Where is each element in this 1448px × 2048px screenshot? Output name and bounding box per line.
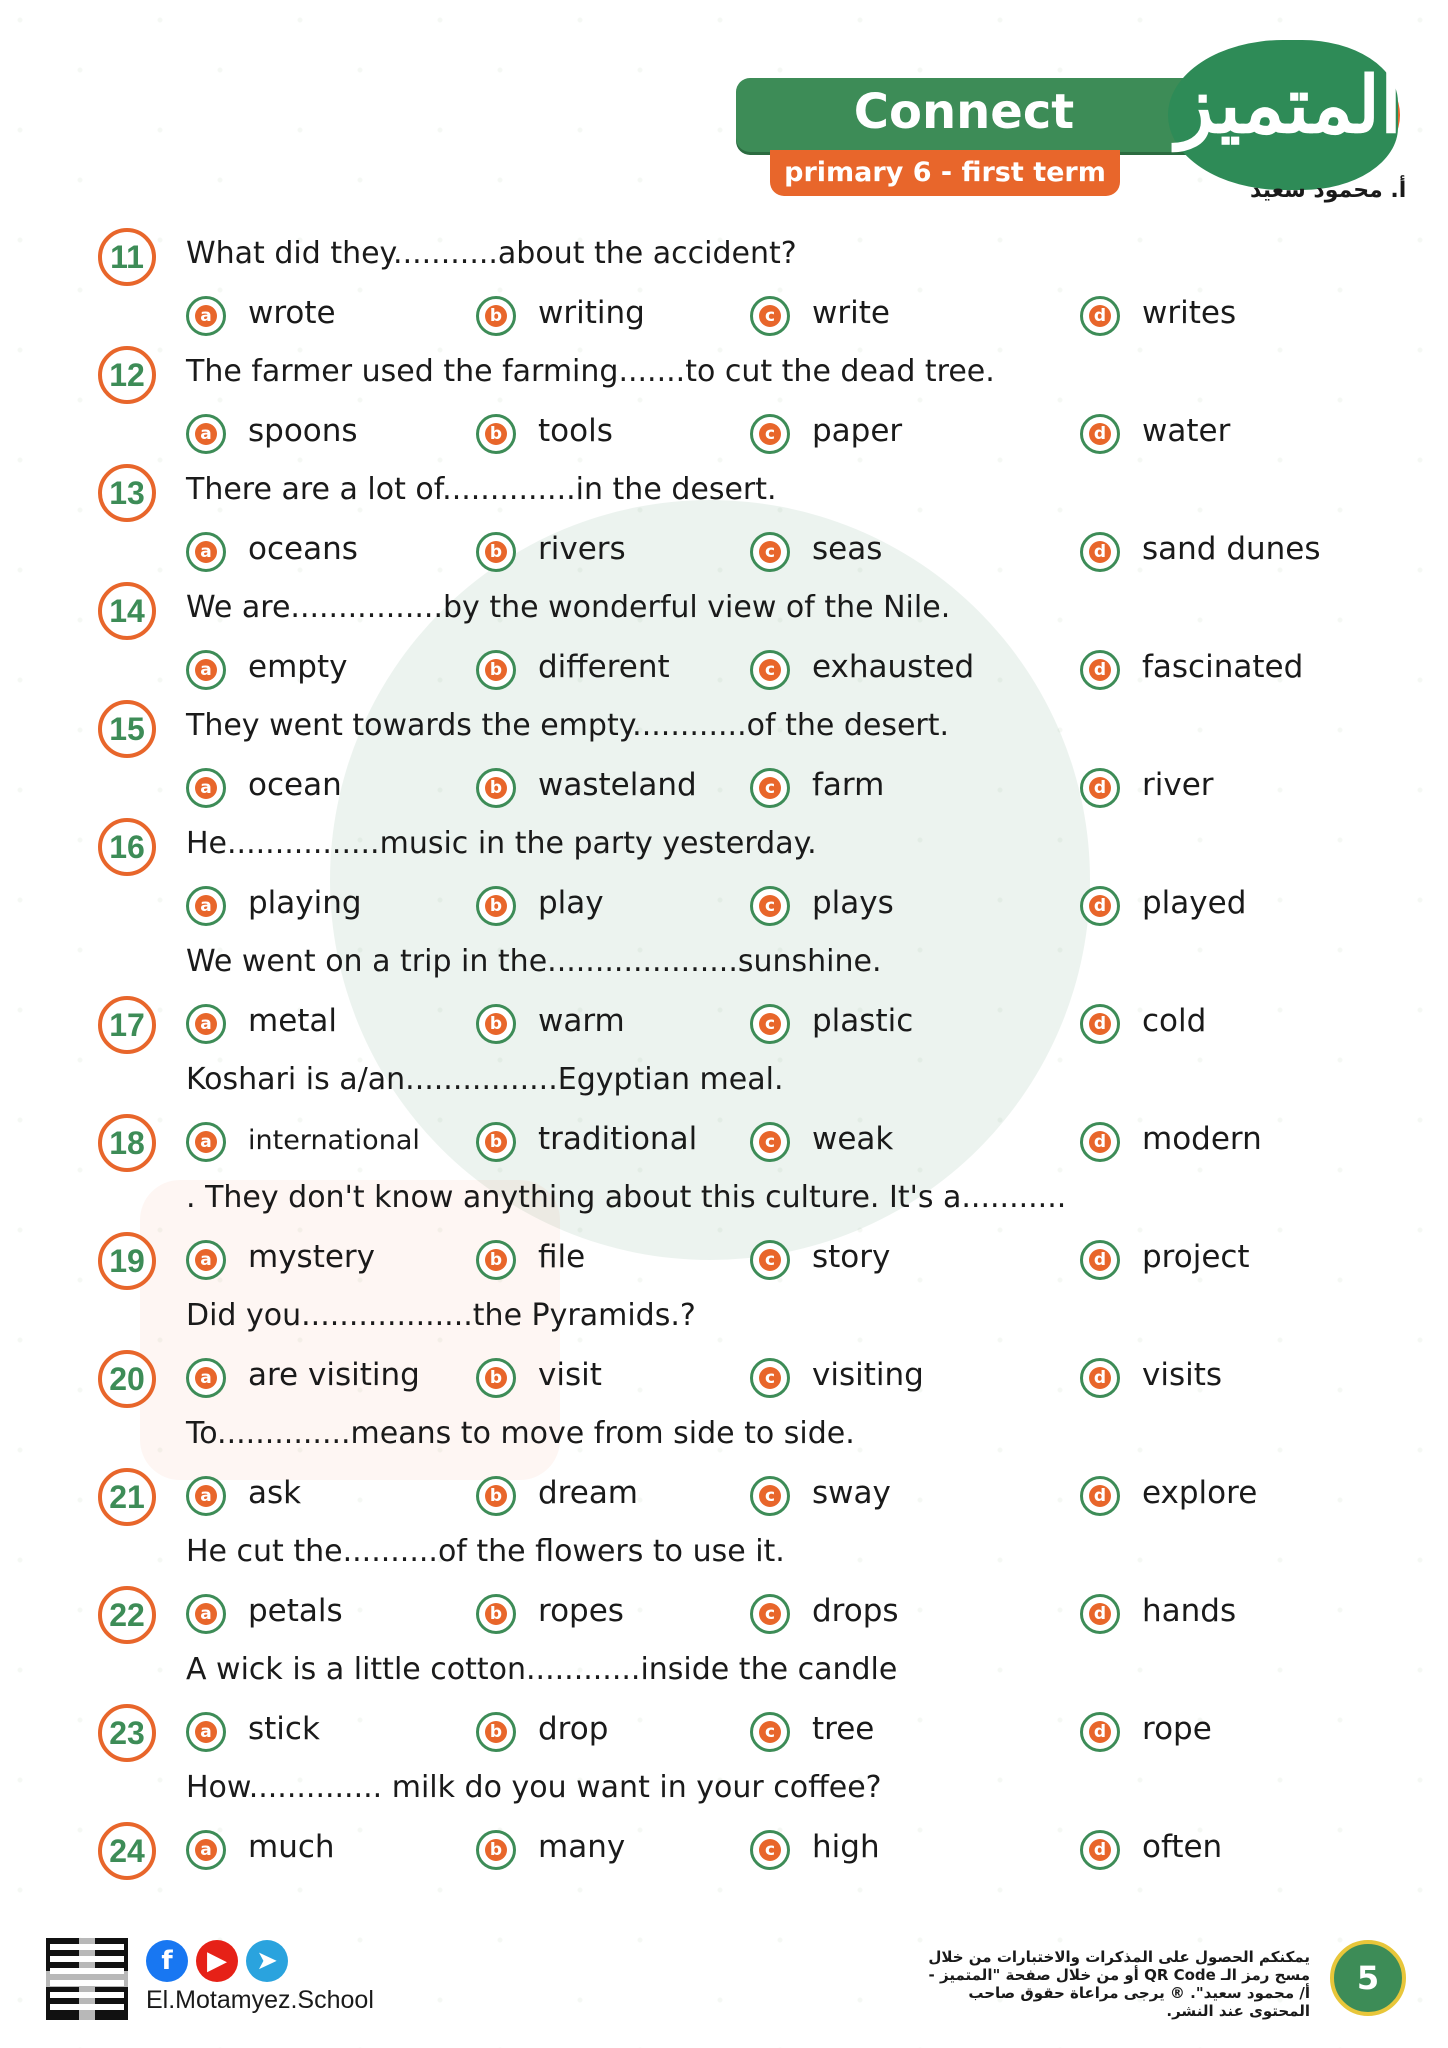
option-letter: b — [485, 1367, 507, 1389]
option-letter: c — [759, 777, 781, 799]
option-bubble[interactable] — [476, 650, 516, 690]
option-bubble[interactable] — [186, 1830, 226, 1870]
option-letter: d — [1089, 423, 1111, 445]
option-letter: b — [485, 1485, 507, 1507]
option-text: visits — [1142, 1357, 1223, 1393]
option-letter: b — [485, 1603, 507, 1625]
option-letter: d — [1089, 1485, 1111, 1507]
option-bubble[interactable] — [1080, 1476, 1120, 1516]
option-letter: a — [195, 423, 217, 445]
option-text: metal — [248, 1003, 338, 1039]
header-subtitle: primary 6 - first term — [770, 150, 1120, 196]
option-bubble[interactable] — [476, 414, 516, 454]
option-bubble[interactable] — [750, 1358, 790, 1398]
option-bubble[interactable] — [1080, 1240, 1120, 1280]
option-bubble[interactable] — [1080, 650, 1120, 690]
option-text: drops — [812, 1593, 899, 1629]
option-letter: a — [195, 895, 217, 917]
option-bubble[interactable] — [476, 1712, 516, 1752]
option-bubble[interactable] — [750, 1830, 790, 1870]
option-bubble[interactable] — [476, 768, 516, 808]
question-number: 14 — [98, 582, 156, 640]
option-bubble[interactable] — [750, 296, 790, 336]
question-text: Koshari is a/an................Egyptian meal. — [186, 1062, 784, 1097]
option-text: paper — [812, 413, 903, 449]
option-text: often — [1142, 1829, 1223, 1865]
question-text: The farmer used the farming.......to cut the dead tree. — [186, 354, 995, 389]
option-letter: d — [1089, 541, 1111, 563]
option-letter: a — [195, 1721, 217, 1743]
option-letter: c — [759, 1367, 781, 1389]
option-text: empty — [248, 649, 348, 685]
option-bubble[interactable] — [1080, 532, 1120, 572]
option-bubble[interactable] — [476, 1240, 516, 1280]
option-letter: b — [485, 777, 507, 799]
option-letter: d — [1089, 1013, 1111, 1035]
option-letter: c — [759, 1013, 781, 1035]
option-text: spoons — [248, 413, 358, 449]
question-text: He................music in the party yesterday. — [186, 826, 817, 861]
option-letter: c — [759, 1839, 781, 1861]
option-text: fascinated — [1142, 649, 1304, 685]
option-bubble[interactable] — [1080, 1122, 1120, 1162]
option-bubble[interactable] — [750, 1004, 790, 1044]
option-letter: d — [1089, 895, 1111, 917]
question-number: 24 — [98, 1822, 156, 1880]
option-letter: a — [195, 1485, 217, 1507]
option-letter: c — [759, 423, 781, 445]
option-text: visit — [538, 1357, 602, 1393]
option-text: warm — [538, 1003, 625, 1039]
option-letter: a — [195, 777, 217, 799]
option-text: story — [812, 1239, 891, 1275]
option-text: ask — [248, 1475, 302, 1511]
option-text: write — [812, 295, 890, 331]
option-text: ropes — [538, 1593, 624, 1629]
option-bubble[interactable] — [186, 414, 226, 454]
question-text: How.............. milk do you want in your coffee? — [186, 1770, 882, 1805]
option-text: oceans — [248, 531, 358, 567]
option-text: played — [1142, 885, 1247, 921]
option-bubble[interactable] — [476, 532, 516, 572]
option-bubble[interactable] — [1080, 1358, 1120, 1398]
option-bubble[interactable] — [186, 1712, 226, 1752]
option-text: water — [1142, 413, 1231, 449]
header-title: Connect — [853, 84, 1075, 140]
option-bubble[interactable] — [476, 1004, 516, 1044]
option-letter: a — [195, 659, 217, 681]
option-bubble[interactable] — [1080, 1594, 1120, 1634]
option-bubble[interactable] — [1080, 768, 1120, 808]
option-letter: b — [485, 1013, 507, 1035]
option-text: petals — [248, 1593, 343, 1629]
option-bubble[interactable] — [186, 532, 226, 572]
option-text: modern — [1142, 1121, 1262, 1157]
qr-code-pattern — [46, 1938, 128, 2020]
option-text: explore — [1142, 1475, 1258, 1511]
option-letter: d — [1089, 659, 1111, 681]
option-letter: d — [1089, 1721, 1111, 1743]
question-number: 11 — [98, 228, 156, 286]
option-bubble[interactable] — [186, 1122, 226, 1162]
footer-note: يمكنكم الحصول على المذكرات والاختبارات من خلال مسح رمز الـ QR Code أو من خلال صفحة "المتميز - أ/ محمود سعيد". ® يرجى مراعاة حقوق صاحب المحتوى عند النشر. — [928, 1948, 1310, 2020]
option-letter: c — [759, 895, 781, 917]
option-text: plastic — [812, 1003, 914, 1039]
option-bubble[interactable] — [186, 650, 226, 690]
option-text: hands — [1142, 1593, 1237, 1629]
option-letter: d — [1089, 1367, 1111, 1389]
option-letter: b — [485, 305, 507, 327]
option-letter: d — [1089, 305, 1111, 327]
option-bubble[interactable] — [750, 1476, 790, 1516]
option-bubble[interactable] — [750, 886, 790, 926]
question-text: To..............means to move from side to side. — [186, 1416, 855, 1451]
option-letter: c — [759, 1485, 781, 1507]
question-number: 17 — [98, 996, 156, 1054]
option-letter: d — [1089, 1603, 1111, 1625]
option-bubble[interactable] — [476, 1830, 516, 1870]
option-bubble[interactable] — [476, 296, 516, 336]
option-text: mystery — [248, 1239, 376, 1275]
facebook-icon[interactable]: f — [146, 1940, 188, 1982]
option-letter: c — [759, 1603, 781, 1625]
question-text: We went on a trip in the....................sunshine. — [186, 944, 882, 979]
option-letter: c — [759, 659, 781, 681]
question-number: 15 — [98, 700, 156, 758]
question-number: 16 — [98, 818, 156, 876]
option-letter: b — [485, 1839, 507, 1861]
option-letter: a — [195, 1839, 217, 1861]
option-letter: c — [759, 1721, 781, 1743]
question-text: He cut the..........of the flowers to use it. — [186, 1534, 785, 1569]
option-text: weak — [812, 1121, 894, 1157]
option-letter: c — [759, 1131, 781, 1153]
question-number: 23 — [98, 1704, 156, 1762]
option-text: writing — [538, 295, 645, 331]
option-letter: a — [195, 541, 217, 563]
option-text: rope — [1142, 1711, 1212, 1747]
option-text: rivers — [538, 531, 626, 567]
option-text: file — [538, 1239, 586, 1275]
option-letter: d — [1089, 1249, 1111, 1271]
option-bubble[interactable] — [476, 1594, 516, 1634]
option-bubble[interactable] — [186, 886, 226, 926]
youtube-icon[interactable]: ▶ — [196, 1940, 238, 1982]
option-bubble[interactable] — [1080, 1830, 1120, 1870]
option-bubble[interactable] — [1080, 886, 1120, 926]
option-bubble[interactable] — [476, 1122, 516, 1162]
option-bubble[interactable] — [750, 532, 790, 572]
option-bubble[interactable] — [750, 1712, 790, 1752]
option-text: visiting — [812, 1357, 924, 1393]
option-letter: b — [485, 659, 507, 681]
option-bubble[interactable] — [186, 1240, 226, 1280]
question-number: 13 — [98, 464, 156, 522]
option-bubble[interactable] — [186, 1358, 226, 1398]
option-bubble[interactable] — [750, 1122, 790, 1162]
question-number: 19 — [98, 1232, 156, 1290]
option-letter: a — [195, 1131, 217, 1153]
option-bubble[interactable] — [1080, 414, 1120, 454]
option-letter: a — [195, 1367, 217, 1389]
option-text: farm — [812, 767, 885, 803]
option-bubble[interactable] — [1080, 1004, 1120, 1044]
option-bubble[interactable] — [186, 296, 226, 336]
option-text: project — [1142, 1239, 1250, 1275]
option-letter: c — [759, 1249, 781, 1271]
option-text: are visiting — [248, 1357, 420, 1393]
option-text: playing — [248, 885, 362, 921]
question-text: We are................by the wonderful view of the Nile. — [186, 590, 951, 625]
question-number: 20 — [98, 1350, 156, 1408]
option-bubble[interactable] — [750, 1240, 790, 1280]
option-bubble[interactable] — [476, 886, 516, 926]
option-bubble[interactable] — [186, 768, 226, 808]
option-text: sand dunes — [1142, 531, 1321, 567]
option-letter: c — [759, 305, 781, 327]
option-letter: a — [195, 1603, 217, 1625]
option-text: stick — [248, 1711, 320, 1747]
option-text: tree — [812, 1711, 875, 1747]
option-text: high — [812, 1829, 880, 1865]
question-text: Did you..................the Pyramids.? — [186, 1298, 696, 1333]
option-bubble[interactable] — [186, 1476, 226, 1516]
option-bubble[interactable] — [750, 414, 790, 454]
option-text: different — [538, 649, 670, 685]
option-letter: b — [485, 541, 507, 563]
option-text: much — [248, 1829, 335, 1865]
option-bubble[interactable] — [1080, 296, 1120, 336]
question-text: They went towards the empty............of the desert. — [186, 708, 950, 743]
option-text: dream — [538, 1475, 639, 1511]
option-letter: a — [195, 305, 217, 327]
option-text: exhausted — [812, 649, 975, 685]
option-letter: d — [1089, 1839, 1111, 1861]
question-text: . They don't know anything about this culture. It's a........... — [186, 1180, 1067, 1215]
option-text: play — [538, 885, 604, 921]
page-number: 5 — [1330, 1940, 1406, 2016]
option-letter: d — [1089, 777, 1111, 799]
option-letter: c — [759, 541, 781, 563]
question-text: What did they...........about the accident? — [186, 236, 797, 271]
option-text: international — [248, 1125, 420, 1156]
option-letter: d — [1089, 1131, 1111, 1153]
option-letter: b — [485, 1131, 507, 1153]
option-text: drop — [538, 1711, 609, 1747]
teacher-name: أ. محمود سعيد — [1250, 178, 1407, 203]
option-text: wrote — [248, 295, 336, 331]
option-bubble[interactable] — [750, 1594, 790, 1634]
question-text: There are a lot of..............in the desert. — [186, 472, 777, 507]
option-letter: b — [485, 1249, 507, 1271]
option-text: wasteland — [538, 767, 697, 803]
option-text: many — [538, 1829, 626, 1865]
option-text: sway — [812, 1475, 891, 1511]
option-text: traditional — [538, 1121, 698, 1157]
option-bubble[interactable] — [186, 1004, 226, 1044]
option-text: river — [1142, 767, 1214, 803]
telegram-icon[interactable]: ➤ — [246, 1940, 288, 1982]
option-bubble[interactable] — [750, 768, 790, 808]
question-number: 21 — [98, 1468, 156, 1526]
question-text: A wick is a little cotton............inside the candle — [186, 1652, 898, 1687]
option-letter: a — [195, 1249, 217, 1271]
option-letter: b — [485, 895, 507, 917]
option-text: cold — [1142, 1003, 1207, 1039]
option-bubble[interactable] — [186, 1594, 226, 1634]
question-number: 22 — [98, 1586, 156, 1644]
logo-text: المتميز — [1176, 60, 1402, 151]
option-text: seas — [812, 531, 883, 567]
option-letter: b — [485, 1721, 507, 1743]
option-bubble[interactable] — [476, 1358, 516, 1398]
question-number: 18 — [98, 1114, 156, 1172]
option-text: plays — [812, 885, 894, 921]
option-text: ocean — [248, 767, 342, 803]
option-bubble[interactable] — [476, 1476, 516, 1516]
option-text: writes — [1142, 295, 1237, 331]
option-text: tools — [538, 413, 613, 449]
option-bubble[interactable] — [1080, 1712, 1120, 1752]
option-letter: a — [195, 1013, 217, 1035]
school-handle[interactable]: El.Motamyez.School — [146, 1986, 374, 2014]
option-bubble[interactable] — [750, 650, 790, 690]
option-letter: b — [485, 423, 507, 445]
question-number: 12 — [98, 346, 156, 404]
